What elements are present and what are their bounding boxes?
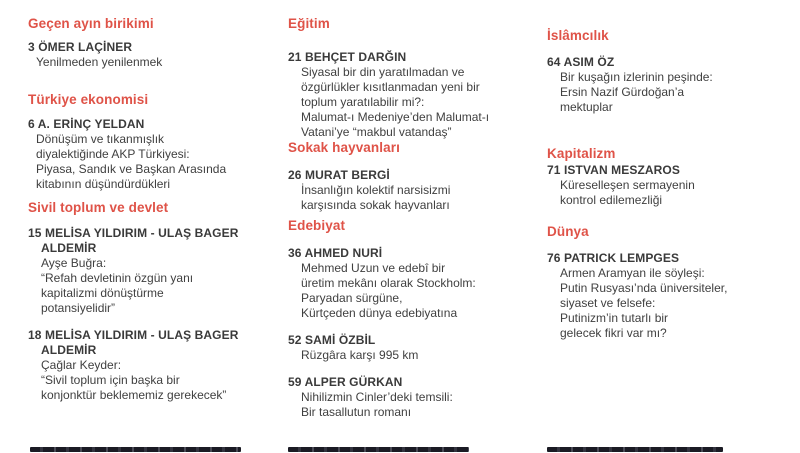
entry-description: [28, 132, 276, 192]
toc-section: [547, 28, 795, 115]
page-number: 52: [288, 333, 302, 347]
toc-section: [288, 140, 536, 213]
section-title: İslâmcılık: [547, 28, 609, 43]
author-name: A. ERİNÇ YELDAN: [37, 117, 145, 131]
entry-description: [288, 348, 536, 363]
entry-heading: [288, 246, 536, 261]
toc-entry: [288, 246, 536, 321]
entry-description-line: Kürtçeden dünya edebiyatına: [301, 306, 458, 320]
page-number: 15: [28, 226, 42, 240]
author-name: MELİSA YILDIRIM - ULAŞ BAGER ALDEMİR: [41, 226, 239, 255]
entry-description-line: üretim mekânı olarak Stockholm:: [301, 276, 476, 290]
section-title: Sivil toplum ve devlet: [28, 200, 169, 215]
toc-entry: [288, 333, 536, 363]
entry-heading: [288, 168, 536, 183]
toc-entry: [288, 375, 536, 420]
entry-description-line: Çağlar Keyder:: [41, 358, 122, 372]
toc-entry: [547, 251, 795, 341]
page-number: 64: [547, 55, 561, 69]
entry-description-line: kontrol edilemezliği: [560, 193, 663, 207]
entry-description-line: kitabının düşündürdükleri: [36, 177, 171, 191]
entry-description-line: Mehmed Uzun ve edebî bir: [301, 261, 446, 275]
section-title: Kapitalizm: [547, 146, 616, 161]
entry-description-line: Küreselleşen sermayenin: [560, 178, 695, 192]
entry-heading: [288, 50, 536, 65]
entry-description: [547, 70, 795, 115]
author-name: ÖMER LAÇİNER: [38, 40, 133, 54]
cropped-text-row-2: [288, 447, 469, 452]
author-name: MELİSA YILDIRIM - ULAŞ BAGER ALDEMİR: [41, 328, 239, 357]
section-title: Eğitim: [288, 16, 330, 31]
entry-description-line: Piyasa, Sandık ve Başkan Arasında: [36, 162, 227, 176]
section-title: Sokak hayvanları: [288, 140, 400, 155]
toc-entry: [288, 50, 536, 140]
toc-section: [28, 92, 276, 192]
toc-entry: [28, 226, 276, 316]
entry-description: [547, 178, 795, 208]
author-name: ISTVAN MESZAROS: [564, 163, 680, 177]
toc-section: [547, 146, 795, 208]
entry-heading: [28, 40, 276, 55]
author-name: SAMİ ÖZBİL: [305, 333, 376, 347]
entry-description: [288, 390, 536, 420]
entry-description-line: Bir tasallutun romanı: [301, 405, 412, 419]
entry-description-line: gelecek fikri var mı?: [560, 326, 667, 340]
entry-description-line: diyalektiğinde AKP Türkiyesi:: [36, 147, 190, 161]
toc-section: [288, 218, 536, 420]
entry-description: [28, 55, 276, 70]
entry-heading: [28, 328, 276, 358]
toc-section: [28, 16, 276, 70]
entry-description-line: Siyasal bir din yaratılmadan ve: [301, 65, 465, 79]
entry-description-line: kapitalizmi dönüştürme: [41, 286, 164, 300]
page-number: 6: [28, 117, 35, 131]
toc-column-2: [288, 0, 536, 453]
entry-heading: [547, 251, 795, 266]
author-name: AHMED NURİ: [304, 246, 383, 260]
entry-description-line: potansiyelidir”: [41, 301, 116, 315]
cropped-text-row-3: [547, 447, 723, 452]
author-name: PATRICK LEMPGES: [564, 251, 680, 265]
entry-description-line: konjonktür beklememiz gerekecek”: [41, 388, 227, 402]
entry-heading: [547, 163, 795, 178]
entry-description-line: İnsanlığın kolektif narsisizmi: [301, 183, 451, 197]
toc-section: [547, 224, 795, 341]
entry-description-line: toplum yaratılabilir mi?:: [301, 95, 425, 109]
entry-description: [288, 65, 536, 140]
page-number: 36: [288, 246, 302, 260]
page-number: 76: [547, 251, 561, 265]
entry-description-line: Putin Rusyası’nda üniversiteler,: [560, 281, 728, 295]
entry-description-line: mektuplar: [560, 100, 613, 114]
toc-entry: [547, 163, 795, 208]
entry-description-line: Yenilmeden yenilenmek: [36, 55, 163, 69]
page-number: 3: [28, 40, 35, 54]
entry-description-line: “Refah devletinin özgün yanı: [41, 271, 194, 285]
entry-description-line: Nihilizmin Cinler’deki temsili:: [301, 390, 453, 404]
entry-description-line: Armen Aramyan ile söyleşi:: [560, 266, 705, 280]
toc-entry: [28, 117, 276, 192]
entry-description-line: Bir kuşağın izlerinin peşinde:: [560, 70, 713, 84]
toc-entry: [288, 168, 536, 213]
entry-description-line: karşısında sokak hayvanları: [301, 198, 450, 212]
page-number: 59: [288, 375, 302, 389]
toc-entry: [28, 40, 276, 70]
toc-column-1: [28, 0, 276, 453]
entry-description-line: özgürlükler kısıtlanmadan yeni bir: [301, 80, 480, 94]
section-title: Türkiye ekonomisi: [28, 92, 149, 107]
toc-entry: [547, 55, 795, 115]
entry-description-line: “Sivil toplum için başka bir: [41, 373, 180, 387]
page-number: 71: [547, 163, 561, 177]
page-number: 26: [288, 168, 302, 182]
section-title: Edebiyat: [288, 218, 346, 233]
entry-description-line: Paryadan sürgüne,: [301, 291, 403, 305]
entry-heading: [28, 226, 276, 256]
entry-description-line: Dönüşüm ve tıkanmışlık: [36, 132, 165, 146]
author-name: ALPER GÜRKAN: [304, 375, 403, 389]
entry-description-line: Rüzgâra karşı 995 km: [301, 348, 419, 362]
author-name: ASIM ÖZ: [563, 55, 615, 69]
toc-entry: [28, 328, 276, 403]
entry-heading: [28, 117, 276, 132]
entry-description-line: Malumat-ı Medeniye’den Malumat-ı: [301, 110, 490, 124]
cropped-text-row-1: [30, 447, 241, 452]
toc-section: [288, 16, 536, 140]
page-number: 18: [28, 328, 42, 342]
entry-heading: [288, 375, 536, 390]
entry-heading: [547, 55, 795, 70]
entry-description-line: Putinizm’in tutarlı bir: [560, 311, 669, 325]
entry-description: [547, 266, 795, 341]
author-name: MURAT BERGİ: [305, 168, 390, 182]
page-number: 21: [288, 50, 302, 64]
toc-column-3: [547, 0, 795, 453]
entry-description: [288, 183, 536, 213]
entry-description-line: siyaset ve felsefe:: [560, 296, 656, 310]
section-title: Geçen ayın birikimi: [28, 16, 154, 31]
entry-description: [28, 256, 276, 316]
entry-description-line: Vatani’ye “makbul vatandaş”: [301, 125, 452, 139]
author-name: BEHÇET DARĞIN: [305, 50, 407, 64]
entry-description-line: Ersin Nazif Gürdoğan’a: [560, 85, 685, 99]
entry-heading: [288, 333, 536, 348]
section-title: Dünya: [547, 224, 589, 239]
entry-description: [288, 261, 536, 321]
toc-section: [28, 200, 276, 403]
entry-description-line: Ayşe Buğra:: [41, 256, 107, 270]
entry-description: [28, 358, 276, 403]
